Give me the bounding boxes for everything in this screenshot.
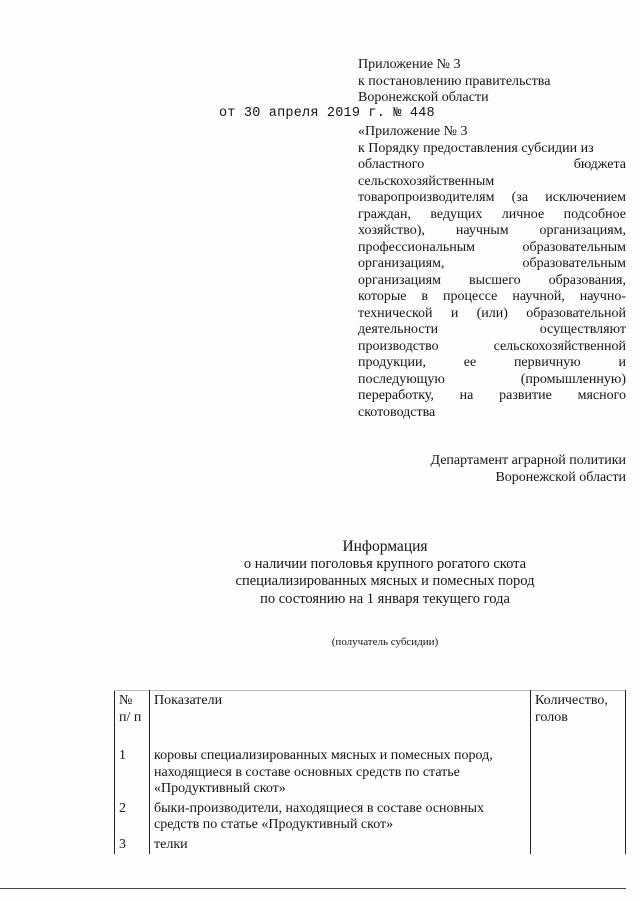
row-quantity [531, 799, 626, 835]
info-heading [180, 538, 590, 608]
annex-line: организациям, образовательным [358, 256, 626, 271]
department-region: Воронежской области [495, 470, 626, 485]
header-number: № п/ п [115, 691, 150, 747]
annex-line: последующую (промышленную) [358, 371, 626, 387]
row-indicator: телки [150, 835, 531, 855]
row-indicator: коровы специализированных мясных и помесных пород, находящиеся в составе основных средств по статье «Продуктивный скот» [150, 746, 531, 799]
department-name: Департамент аграрной политики [430, 453, 626, 468]
row-indicator: быки-производители, находящиеся в составе основных средств по статье «Продуктивный скот» [150, 799, 531, 835]
livestock-table [114, 690, 626, 854]
row-number: 1 [115, 746, 150, 799]
row-quantity [531, 835, 626, 855]
annex-line: граждан, ведущих личное подсобное [358, 206, 626, 222]
annex-line: продукции, ее первичную и [358, 355, 626, 370]
resolution-date: от 30 апреля 2019 г. № 448 [219, 106, 435, 121]
annex-line: производство сельскохозяйственной [358, 338, 626, 354]
appendix-region: Воронежской области [358, 90, 489, 105]
table-row [115, 835, 626, 855]
table-row [115, 746, 626, 799]
appendix-resolution: к постановлению правительства [358, 73, 551, 89]
row-quantity [531, 746, 626, 799]
department-block [380, 452, 626, 486]
appendix-number: Приложение № 3 [358, 57, 461, 72]
annex-line: технической и (или) образовательной [358, 305, 626, 321]
annex-title: «Приложение № 3 [358, 124, 468, 139]
annex-line: которые в процессе научной, научно- [358, 289, 626, 304]
annex-line: к Порядку предоставления субсидии из [358, 140, 594, 156]
header-indicator: Показатели [150, 691, 531, 747]
info-subtitle: по состоянию на 1 января текущего года [260, 590, 510, 607]
annex-line: скотоводства [358, 404, 436, 420]
annex-line: товаропроизводителям (за исключением [358, 190, 626, 205]
table-header-row [115, 691, 626, 747]
annex-block [358, 124, 626, 421]
annex-line: организациям высшего образования, [358, 272, 626, 288]
annex-line: деятельности осуществляют [358, 322, 626, 337]
header-quantity: Количество, голов [531, 691, 626, 747]
annex-line: профессиональным образовательным [358, 239, 626, 255]
annex-line: хозяйство), научным организациям, [358, 223, 626, 238]
table-row [115, 799, 626, 835]
annex-line: областного бюджета [358, 157, 626, 172]
row-number: 3 [115, 835, 150, 855]
recipient-caption: (получатель субсидии) [331, 636, 439, 648]
annex-line: переработку, на развитие мясного [358, 388, 626, 403]
page-bottom-rule [0, 888, 626, 889]
row-number: 2 [115, 799, 150, 835]
info-subtitle: специализированных мясных и помесных пород [235, 573, 535, 589]
appendix-header [358, 57, 626, 107]
annex-line: сельскохозяйственным [358, 173, 495, 189]
info-title: Информация [342, 538, 428, 555]
info-subtitle: о наличии поголовья крупного рогатого скота [243, 555, 527, 572]
